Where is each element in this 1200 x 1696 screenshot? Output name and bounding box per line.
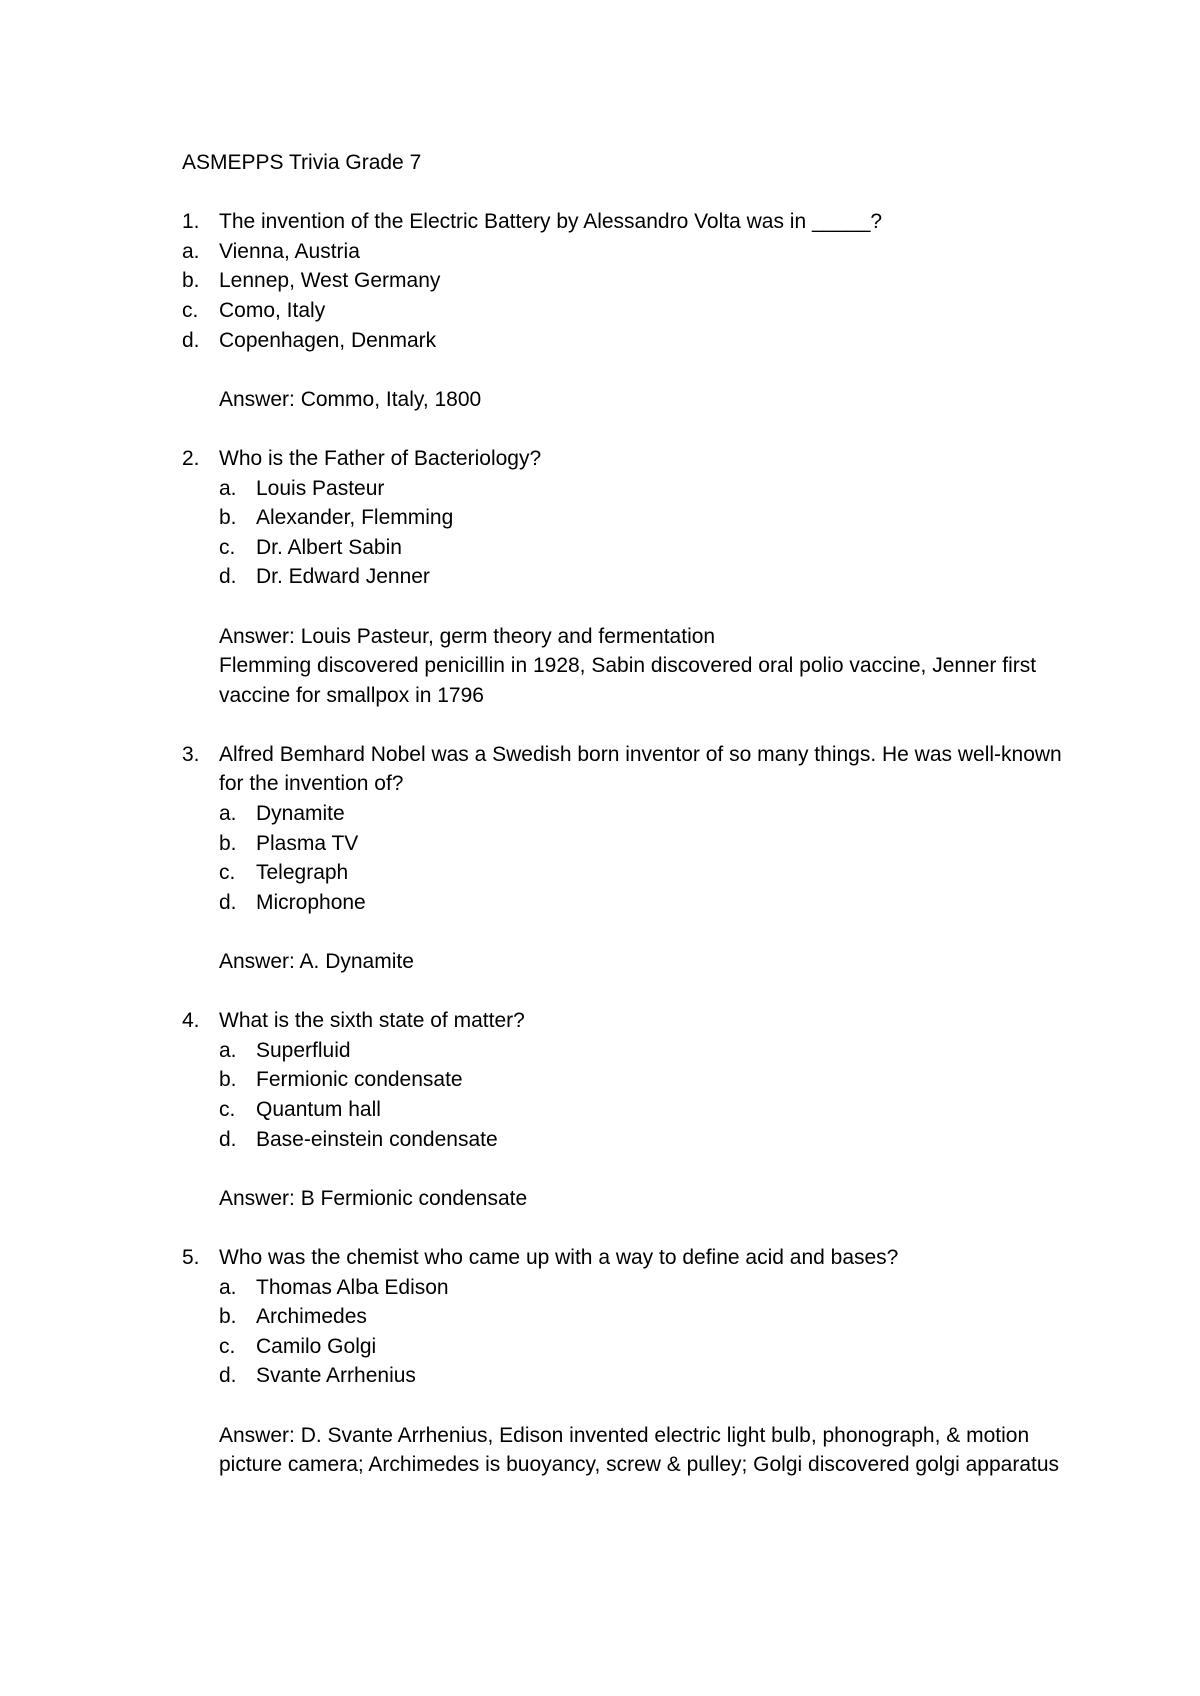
answer-block <box>219 1184 1062 1214</box>
option-item <box>219 888 1062 918</box>
option-letter: c. <box>219 535 236 559</box>
option-item <box>219 1302 1062 1332</box>
option-list <box>182 237 1062 355</box>
answer-block <box>219 947 1062 977</box>
answer-block <box>219 622 1062 711</box>
question-block <box>182 207 1062 414</box>
option-letter: a. <box>219 476 237 500</box>
option-text: Lennep, West Germany <box>219 269 441 293</box>
option-item <box>182 326 1062 356</box>
option-text: Vienna, Austria <box>219 239 360 263</box>
option-letter: b. <box>182 269 200 293</box>
question-block <box>182 1006 1062 1213</box>
option-text: Plasma TV <box>256 831 359 855</box>
question-number: 1. <box>182 210 200 234</box>
question-number: 5. <box>182 1245 200 1269</box>
answer-text: Flemming discovered penicillin in 1928, Sabin discovered oral polio vaccine, Jenner first vaccine for smallpox in 1796 <box>219 654 1037 707</box>
question-text: Who is the Father of Bacteriology? <box>219 446 542 470</box>
option-item <box>219 799 1062 829</box>
option-item <box>219 474 1062 504</box>
option-text: Camilo Golgi <box>256 1334 377 1358</box>
question-block <box>182 444 1062 710</box>
option-text: Quantum hall <box>256 1098 381 1121</box>
question-block <box>182 1243 1062 1480</box>
option-letter: b. <box>219 506 237 530</box>
option-item <box>219 1065 1062 1095</box>
option-letter: d. <box>182 328 200 352</box>
option-letter: d. <box>219 1127 237 1151</box>
question-block <box>182 740 1062 977</box>
option-text: Fermionic condensate <box>256 1068 463 1092</box>
option-item <box>219 503 1062 533</box>
option-text: Louis Pasteur <box>256 476 385 500</box>
option-item <box>219 1273 1062 1303</box>
option-letter: c. <box>182 298 199 322</box>
question-line <box>182 740 1062 799</box>
answer-text: Answer: Louis Pasteur, germ theory and fermentation <box>219 624 716 648</box>
option-text: Microphone <box>256 890 366 914</box>
option-letter: c. <box>219 1098 236 1121</box>
option-item <box>219 562 1062 592</box>
option-item <box>219 858 1062 888</box>
document-body <box>182 148 1062 1509</box>
option-letter: b. <box>219 1068 237 1092</box>
question-number: 3. <box>182 742 200 766</box>
option-item <box>182 266 1062 296</box>
option-text: Archimedes <box>256 1305 367 1329</box>
option-letter: d. <box>219 565 237 589</box>
option-text: Dr. Edward Jenner <box>256 565 430 589</box>
option-item <box>219 1125 1062 1155</box>
option-letter: c. <box>219 1334 236 1358</box>
question-line <box>182 207 1062 237</box>
option-text: Thomas Alba Edison <box>256 1275 449 1299</box>
option-list <box>219 799 1062 917</box>
option-list <box>219 1273 1062 1391</box>
option-letter: d. <box>219 1364 237 1388</box>
option-item <box>219 1361 1062 1391</box>
document-title: ASMEPPS Trivia Grade 7 <box>182 151 422 174</box>
option-text: Como, Italy <box>219 298 326 322</box>
question-text: The invention of the Electric Battery by Alessandro Volta was in _____? <box>219 210 883 234</box>
option-letter: c. <box>219 861 236 885</box>
answer-text: Answer: D. Svante Arrhenius, Edison invented electric light bulb, phonograph, & motion picture camera; Archimedes is buoyancy, screw & pulley; Golgi discovered golgi apparatus <box>219 1423 1060 1477</box>
question-line <box>182 444 1062 474</box>
option-letter: a. <box>219 802 237 826</box>
option-text: Alexander, Flemming <box>256 506 454 530</box>
option-list <box>219 1036 1062 1154</box>
answer-text: Answer: B Fermionic condensate <box>219 1186 528 1210</box>
option-letter: a. <box>219 1038 237 1062</box>
question-text: What is the sixth state of matter? <box>219 1009 525 1033</box>
question-number: 2. <box>182 446 200 470</box>
answer-block <box>219 1421 1062 1480</box>
option-letter: b. <box>219 831 237 855</box>
question-text: Who was the chemist who came up with a way to define acid and bases? <box>219 1245 899 1269</box>
option-text: Telegraph <box>256 861 349 885</box>
option-letter: a. <box>219 1275 237 1299</box>
question-text: Alfred Bemhard Nobel was a Swedish born inventor of so many things. He was well-known for the invention of? <box>219 742 1062 796</box>
option-item <box>219 1332 1062 1362</box>
option-text: Dr. Albert Sabin <box>256 535 402 559</box>
option-item <box>182 296 1062 326</box>
option-letter: b. <box>219 1305 237 1329</box>
answer-text: Answer: Commo, Italy, 1800 <box>219 387 482 411</box>
option-item <box>219 829 1062 859</box>
option-item <box>182 237 1062 267</box>
answer-block <box>219 385 1062 415</box>
option-item <box>219 533 1062 563</box>
option-text: Copenhagen, Denmark <box>219 328 437 352</box>
question-line <box>182 1243 1062 1273</box>
option-text: Svante Arrhenius <box>256 1364 416 1388</box>
option-item <box>219 1036 1062 1066</box>
option-list <box>219 474 1062 592</box>
option-item <box>219 1095 1062 1125</box>
question-number: 4. <box>182 1009 200 1033</box>
option-text: Superfluid <box>256 1038 351 1062</box>
option-text: Base-einstein condensate <box>256 1127 498 1151</box>
option-letter: a. <box>182 239 200 263</box>
option-text: Dynamite <box>256 802 345 826</box>
question-line <box>182 1006 1062 1036</box>
option-letter: d. <box>219 890 237 914</box>
answer-text: Answer: A. Dynamite <box>219 950 414 974</box>
question-list <box>182 207 1062 1480</box>
